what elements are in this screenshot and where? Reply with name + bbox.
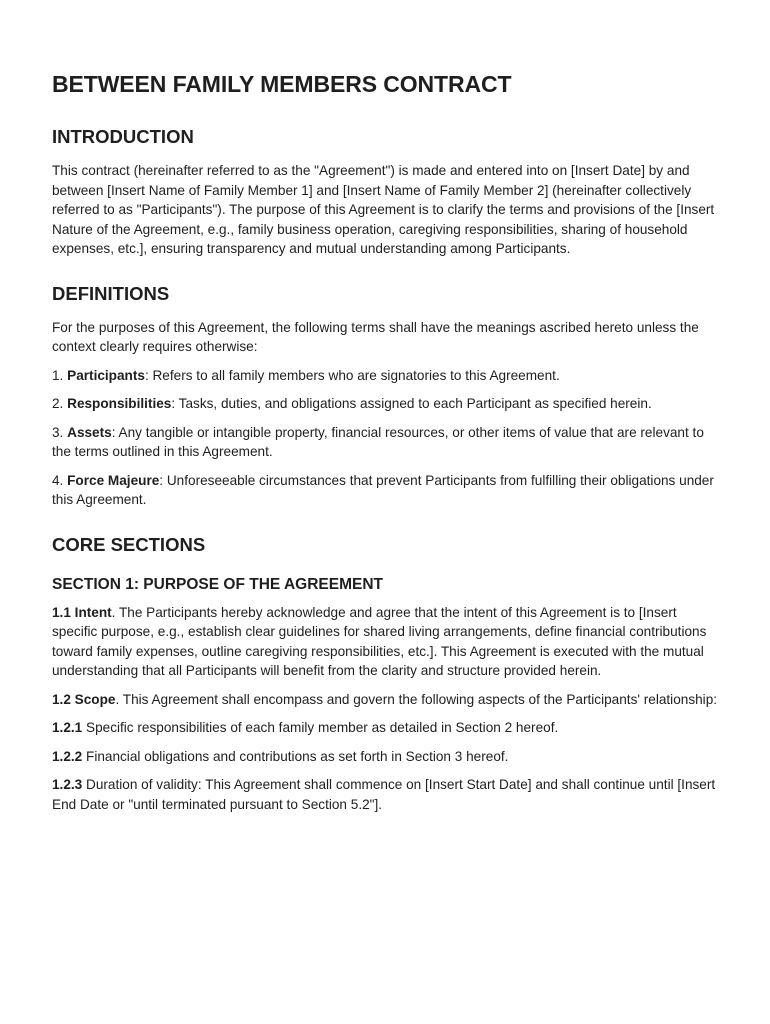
definition-text: : Tasks, duties, and obligations assigned to each Participant as specified herein. <box>171 396 652 411</box>
clause-text: Specific responsibilities of each family member as detailed in Section 2 hereof. <box>82 720 559 735</box>
clause-label: 1.2.1 <box>52 720 83 735</box>
definition-text: : Unforeseeable circumstances that prevent Participants from fulfilling their obligations under this Agreement. <box>52 472 714 507</box>
definition-number: 3. <box>52 424 68 440</box>
definition-text: : Refers to all family members who are signatories to this Agreement. <box>144 367 560 383</box>
clause-label: 1.2.3 <box>52 777 83 792</box>
definition-number: 4. <box>52 472 68 488</box>
definition-item <box>52 471 722 510</box>
clause-text: Financial obligations and contributions as set forth in Section 3 hereof. <box>82 748 509 764</box>
introduction-section <box>52 124 722 259</box>
clause-label: 1.2 Scope <box>52 691 116 707</box>
definition-item <box>52 423 722 462</box>
definition-text: : Any tangible or intangible property, financial resources, or other items of value that are relevant to the terms outlined in this Agreement. <box>52 424 704 459</box>
definition-item <box>52 366 722 386</box>
core-sections <box>52 532 722 815</box>
clause-label: 1.1 Intent <box>52 604 112 620</box>
definition-term: Responsibilities <box>67 396 172 411</box>
definition-term: Participants <box>67 367 145 383</box>
definition-number: 1. <box>52 367 68 383</box>
clause-text: . This Agreement shall encompass and govern the following aspects of the Participants' relationship: <box>115 691 718 707</box>
clause-text: Duration of validity: This Agreement shall commence on [Insert Start Date] and shall continue until [Insert End Date or "until terminated pursuant to Section 5.2"]. <box>52 777 716 812</box>
clause-text: . The Participants hereby acknowledge and agree that the intent of this Agreement is to [Insert specific purpose, e.g., establish clear guidelines for shared living arrangements, define financial contributions toward family expenses, outline caregiving responsibilities, etc.]. This Agreement is executed with the mutual understanding that all Participants will benefit from the clarity and structure provided herein. <box>52 604 707 678</box>
definitions-section <box>52 281 722 510</box>
definition-term: Force Majeure <box>67 472 160 488</box>
document-title: BETWEEN FAMILY MEMBERS CONTRACT <box>52 71 512 97</box>
definitions-intro: For the purposes of this Agreement, the following terms shall have the meanings ascribed hereto unless the context clearly requires otherwise: <box>52 319 699 354</box>
clause-1-1 <box>52 603 722 681</box>
definitions-heading: DEFINITIONS <box>52 282 170 304</box>
core-sections-heading: CORE SECTIONS <box>52 533 206 555</box>
clause-1-2-3 <box>52 775 722 814</box>
section-1-heading: SECTION 1: PURPOSE OF THE AGREEMENT <box>52 575 383 593</box>
introduction-heading: INTRODUCTION <box>52 126 194 147</box>
clause-label: 1.2.2 <box>52 748 83 764</box>
clause-1-2-1 <box>52 718 722 738</box>
introduction-paragraph: This contract (hereinafter referred to as the "Agreement") is made and entered into on [Insert Date] by and between [Insert Name of Family Member 1] and [Insert Name of Family Member 2] (hereinafter collectively referred to as "Participants"). The purpose of this Agreement is to clarify the terms and provisions of the [Insert Nature of the Agreement, e.g., family business operation, caregiving responsibilities, sharing of household expenses, etc.], ensuring transparency and mutual understanding among Participants. <box>52 163 715 256</box>
definition-item <box>52 394 722 414</box>
definition-term: Assets <box>67 424 112 440</box>
definition-number: 2. <box>52 396 68 411</box>
clause-1-2-2 <box>52 747 722 767</box>
clause-1-2 <box>52 690 722 710</box>
